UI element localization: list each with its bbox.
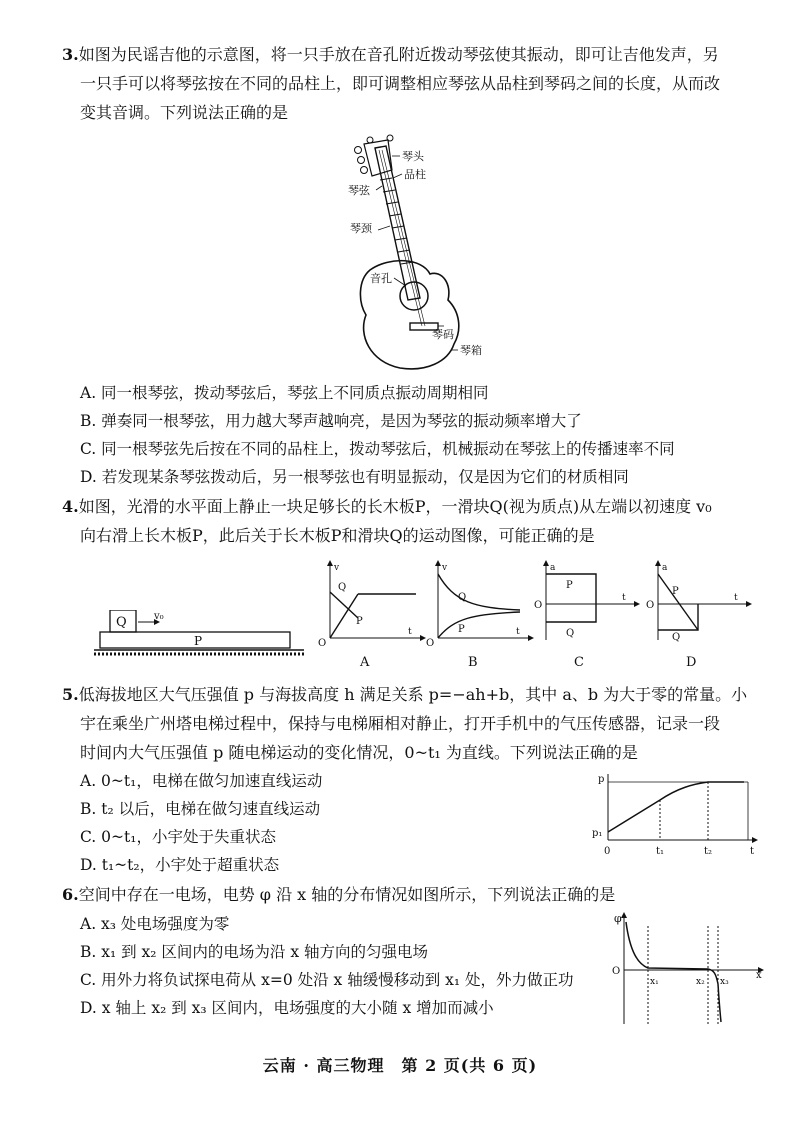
q6-stem-line-1: 6.空间中存在一电场，电势 φ 沿 x 轴的分布情况如图所示，下列说法正确的是 [62, 885, 616, 904]
svg-text:a: a [662, 563, 668, 573]
q3-stem-line-1: 3.如图为民谣吉他的示意图，将一只手放在音孔附近拨动琴弦使其振动，即可让吉他发声，另 [62, 45, 719, 64]
svg-text:x₁: x₁ [650, 977, 659, 987]
svg-text:O: O [646, 600, 655, 611]
q3-option-c: C. 同一根琴弦先后按在不同的品柱上，拨动琴弦后，机械振动在琴弦上的传播速率不同 [80, 440, 675, 458]
q4-graph-b [424, 560, 534, 670]
svg-text:t: t [622, 593, 626, 603]
svg-text:t: t [408, 627, 412, 637]
svg-text:P: P [566, 580, 573, 591]
q4-number: 4. [62, 497, 79, 516]
q5-stem-line-2: 宇在乘坐广州塔电梯过程中，保持与电梯厢相对静止，打开手机中的气压传感器，记录一段 [80, 714, 721, 733]
svg-text:v₀: v₀ [154, 611, 164, 622]
svg-text:O: O [534, 600, 543, 611]
svg-text:0: 0 [604, 846, 611, 857]
q3-option-b: B. 弹奏同一根琴弦，用力越大琴声越响亮，是因为琴弦的振动频率增大了 [80, 412, 582, 430]
q5-pressure-graph [588, 770, 760, 862]
svg-text:t: t [516, 627, 520, 637]
svg-text:t: t [750, 846, 755, 857]
q4-graph-b-letter: B [468, 655, 478, 670]
q6-potential-graph [608, 912, 768, 1028]
svg-text:O: O [426, 638, 435, 649]
q5-number: 5. [62, 685, 79, 704]
svg-text:Q: Q [338, 582, 347, 593]
q6-number: 6. [62, 885, 79, 904]
svg-text:x: x [756, 970, 762, 981]
q6-option-d: D. x 轴上 x₂ 到 x₃ 区间内，电场强度的大小随 x 增加而减小 [80, 999, 494, 1017]
q5-option-c: C. 0~t₁，小宇处于失重状态 [80, 828, 276, 846]
guitar-label-fret: 品柱 [404, 168, 426, 181]
svg-text:Q: Q [116, 615, 127, 630]
q6-option-a: A. x₃ 处电场强度为零 [80, 915, 230, 933]
svg-text:t₁: t₁ [656, 846, 665, 857]
guitar-label-hole: 音孔 [370, 272, 392, 285]
q4-setup-figure [94, 610, 306, 662]
q3-option-a: A. 同一根琴弦，拨动琴弦后，琴弦上不同质点振动周期相同 [80, 384, 489, 402]
q6-option-c: C. 用外力将负试探电荷从 x=0 处沿 x 轴缓慢移动到 x₁ 处，外力做正功 [80, 971, 574, 989]
svg-text:x₃: x₃ [720, 977, 729, 987]
guitar-figure [330, 130, 490, 375]
q5-stem-line-3: 时间内大气压强值 p 随电梯运动的变化情况，0~t₁ 为直线。下列说法正确的是 [80, 743, 638, 762]
q5-option-a: A. 0~t₁，电梯在做匀加速直线运动 [80, 772, 323, 790]
q5-option-b: B. t₂ 以后，电梯在做匀速直线运动 [80, 800, 321, 818]
guitar-label-head: 琴头 [402, 150, 424, 163]
guitar-label-box: 琴箱 [460, 344, 482, 357]
q3-stem-line-3: 变其音调。下列说法正确的是 [80, 103, 289, 122]
q4-graph-a [316, 560, 426, 670]
guitar-label-neck: 琴颈 [350, 222, 372, 235]
svg-text:P: P [672, 586, 679, 597]
q4-stem-line-1: 4.如图，光滑的水平面上静止一块足够长的长木板P，一滑块Q(视为质点)从左端以初速度 v₀ [62, 497, 712, 516]
q4-graph-d [642, 560, 752, 670]
svg-text:a: a [550, 563, 556, 573]
svg-text:P: P [356, 616, 363, 627]
svg-text:p: p [598, 774, 605, 785]
svg-text:Q: Q [672, 632, 681, 643]
page-footer: 云南 · 高三物理 第 2 页(共 6 页) [262, 1056, 538, 1075]
svg-text:v: v [334, 563, 340, 573]
q5-stem-line-1: 5.低海拔地区大气压强值 p 与海拔高度 h 满足关系 p=−ah+b，其中 a、b 为大于零的常量。小 [62, 685, 748, 704]
q4-graph-c [530, 560, 640, 670]
guitar-label-bridge: 琴码 [432, 328, 454, 341]
svg-text:Q: Q [458, 592, 467, 603]
q5-option-d: D. t₁~t₂，小宇处于超重状态 [80, 856, 280, 874]
svg-text:φ: φ [614, 912, 622, 925]
svg-text:v: v [442, 563, 448, 573]
svg-text:t₂: t₂ [704, 846, 713, 857]
q6-option-b: B. x₁ 到 x₂ 区间内的电场为沿 x 轴方向的匀强电场 [80, 943, 429, 961]
svg-text:O: O [318, 638, 327, 649]
guitar-label-string: 琴弦 [348, 184, 370, 197]
svg-text:Q: Q [566, 628, 575, 639]
q4-graph-c-letter: C [574, 655, 584, 670]
svg-text:x₂: x₂ [696, 977, 705, 987]
svg-text:p₁: p₁ [592, 828, 603, 839]
q3-number: 3. [62, 45, 79, 64]
q4-graph-d-letter: D [686, 655, 697, 670]
svg-text:O: O [612, 966, 621, 977]
q3-stem-line-2: 一只手可以将琴弦按在不同的品柱上，即可调整相应琴弦从品柱到琴码之间的长度，从而改 [80, 74, 721, 93]
svg-text:P: P [194, 634, 203, 648]
q3-option-d: D. 若发现某条琴弦拨动后，另一根琴弦也有明显振动，仅是因为它们的材质相同 [80, 468, 629, 486]
q4-graph-a-letter: A [360, 655, 370, 670]
svg-text:t: t [734, 593, 738, 603]
q4-stem-line-2: 向右滑上长木板P，此后关于长木板P和滑块Q的运动图像，可能正确的是 [80, 526, 595, 545]
svg-text:P: P [458, 624, 465, 635]
